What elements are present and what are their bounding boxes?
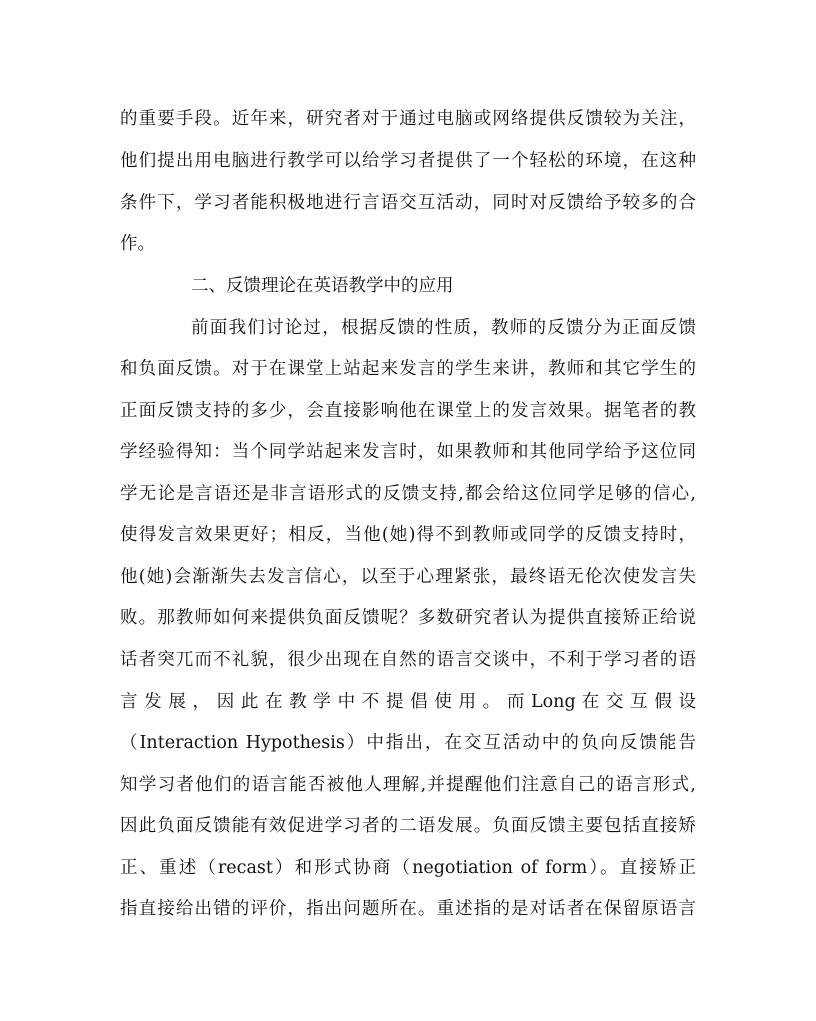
text-line-8: 正面反馈支持的多少，会直接影响他在课堂上的发言效果。据笔者的教	[120, 401, 696, 421]
text-line-7: 和负面反馈。对于在课堂上站起来发言的学生来讲，教师和其它学生的	[120, 359, 696, 379]
text-line-16: （Interaction Hypothesis）中指出，在交互活动中的负向反馈能告	[120, 733, 696, 753]
text-line-20: 指直接给出错的评价，指出问题所在。重述指的是对话者在保留原语言	[120, 899, 696, 919]
text-line-13: 败。那教师如何来提供负面反馈呢？多数研究者认为提供直接矫正给说	[120, 608, 696, 628]
text-line-18: 因此负面反馈能有效促进学习者的二语发展。负面反馈主要包括直接矫	[120, 816, 696, 836]
text-line-19: 正、重述（recast）和形式协商（negotiation of form）。直接矫正	[120, 858, 696, 878]
text-line-2: 他们提出用电脑进行教学可以给学习者提供了一个轻松的环境，在这种	[120, 151, 696, 171]
text-line-1: 的重要手段。近年来，研究者对于通过电脑或网络提供反馈较为关注，	[120, 109, 696, 129]
text-line-6: 前面我们讨论过，根据反馈的性质，教师的反馈分为正面反馈	[191, 318, 696, 338]
text-line-10: 学无论是言语还是非言语形式的反馈支持,都会给这位同学足够的信心,	[120, 484, 696, 504]
text-line-17: 知学习者他们的语言能否被他人理解,并提醒他们注意自己的语言形式,	[120, 775, 696, 795]
text-line-15: 言 发 展 ， 因 此 在 教 学 中 不 提 倡 使 用 。 而 Long 在 交 互 假 设	[120, 692, 696, 712]
text-line-11: 使得发言效果更好；相反，当他(她)得不到教师或同学的反馈支持时，	[120, 525, 696, 545]
text-line-4: 作。	[120, 234, 155, 254]
section-heading: 二、反馈理论在英语教学中的应用	[191, 276, 454, 296]
text-line-14: 话者突兀而不礼貌，很少出现在自然的语言交谈中，不利于学习者的语	[120, 650, 696, 670]
text-line-12: 他(她)会渐渐失去发言信心，以至于心理紧张，最终语无伦次使发言失	[120, 567, 696, 587]
text-line-9: 学经验得知：当个同学站起来发言时，如果教师和其他同学给予这位同	[120, 442, 696, 462]
text-line-3: 条件下，学习者能积极地进行言语交互活动，同时对反馈给予较多的合	[120, 193, 696, 213]
